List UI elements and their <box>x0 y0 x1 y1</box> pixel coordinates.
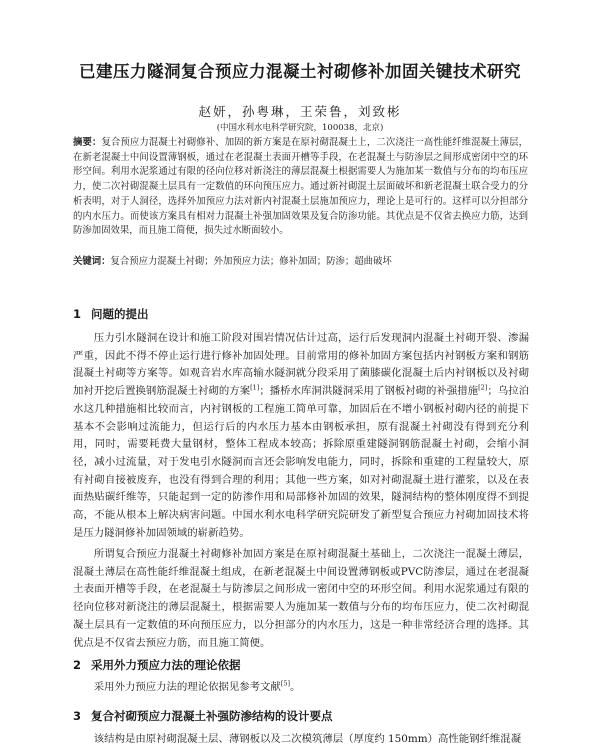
author-list: 赵妍，孙粤琳，王荣鲁，刘致彬 <box>198 104 402 119</box>
section-heading-2 <box>73 657 241 673</box>
keywords <box>73 255 528 269</box>
paragraph-text: 压力引水隧洞在设计和施工阶段对围岩情况估计过高，运行后发现洞内混凝土衬砌开裂、渗漏严重，因此不得不停止运行进行修补加固处理。目前常用的修补加固方案包括内衬钢板方案和钢筋混凝土衬砌等方案等。如观音岩水库高输水隧洞就分段采用了菌膝碳化混凝土后内衬钢板以及衬砌加衬开挖后置换钢筋混凝土衬砌的方案 <box>73 332 529 398</box>
section-title: 采用外力预应力法的理论依据 <box>91 658 241 672</box>
body-paragraph <box>73 731 529 749</box>
citation-ref: [2] <box>478 383 488 392</box>
section-title: 复合衬砌预应力混凝土补强防渗结构的设计要点 <box>91 709 333 723</box>
paragraph-text: 该结构是由原衬砌混凝土层、薄钢板以及二次模筑薄层（厚度约 150mm）高性能钢纤维混凝 <box>93 733 522 745</box>
abstract-label: 摘要： <box>73 137 102 148</box>
paper-title: 已建压力隧洞复合预应力混凝土衬砌修补加固关键技术研究 <box>79 62 521 81</box>
paragraph-text: 。 <box>290 681 301 693</box>
abstract-text: 复合预应力混凝土衬砌修补、加固的新方案是在原衬砌混凝土上，二次浇注一高性能纤维混凝土薄层，在新老混凝土中间设置薄钢板，通过在老混凝土表面开槽等手段，在老混凝土与防渗层之间形成密闭中空的环形空间。利用水泥浆通过有限的径向位移对新浇注的薄层混凝土根据需要人为施加某一数值与分布的均布压应力，使二次衬砌混凝土层具有一定数值的环向预压应力。通过新衬砌混土层面破坏和新老混凝土联合受力的分析表明，对于人洞径，选择外加预应力法对新内衬混凝土层施加预应力，理论上是可行的。这样可以分担部分的内水压力。而使该方案具有相对力混凝土补强加固效果及复合防渗功能。其优点是不仅省去换应力筋，达到防渗加固效果，而且施工简便，损失过水断面较小。 <box>73 137 528 237</box>
paragraph-text: ；乌拉泊水这几种措施相比较而言，内衬钢板的工程施工简单可靠，加固后在不增小钢板衬砌内径的前提下基本不会影响过流能力，但运行后的内水压力基本由钢板承担，原有混凝土衬砌没有得到充分利用，同时，需要耗费大量钢材，整体工程成本较高；拆除原重建隧洞钢筋混凝土衬砌，会缩小洞径，减小过流量，对于发电引水隧洞而言还会影响发电能力，同时，拆除和重建的工程量较大，原有衬砌自接被废弃，也没有得到合理的利用；其他一些方案，如对衬砌混凝土进行灌浆，以及在表面热贴碳纤维等，只能起到一定的防渗作用和局部修补加固的效果，隧洞结构的整体刚度得不到提高，不能从根本上解决病害问题。中国水利水电科学研究院研发了新型复合预应力衬砌加固技术将是压力隧洞修补加固领域的崭新趋势。 <box>73 385 530 539</box>
citation-ref: [1] <box>250 383 260 392</box>
paragraph-text: 采用外力预应力法的理论依据见参考文献 <box>93 681 281 693</box>
section-number: 2 <box>73 658 82 672</box>
paragraph-text: 所谓复合预应力混凝土衬砌修补加固方案是在原衬砌混凝土基础上，二次浇注一混凝土薄层，混凝土薄层在高性能纤维混凝土组成，在新老混凝土中间设置薄钢板或PVC防渗层，通过在老混凝土表面开槽等手段，在老混凝土与防渗层之间形成一密闭中空的环形空间。利用水泥浆通过有限的径向位移对新浇注的薄层混凝土，根据需要人为施加某一数值与分布的均布压应力，使二次衬砌混凝土层具有一定数值的环向预压应力，以分担部分的内水压力，这是一种非常经济合理的选择。其优点是不仅省去预应力筋，而且施工简便。 <box>73 548 529 649</box>
section-number: 3 <box>73 709 82 723</box>
citation-ref: [5] <box>280 679 291 688</box>
section-heading-1 <box>73 306 149 322</box>
body-paragraph <box>73 546 529 652</box>
body-paragraph <box>73 330 529 542</box>
section-title: 问题的提出 <box>91 307 149 321</box>
section-heading-3 <box>73 708 333 724</box>
keywords-text: 复合预应力混凝土衬砌；外加预应力法；修补加固；防渗；超曲破坏 <box>110 256 392 267</box>
keywords-label: 关键词： <box>73 256 111 267</box>
body-paragraph <box>73 679 529 697</box>
paragraph-text: ；播桥水库洞洪隧洞采用了钢板衬砌的补强措施 <box>259 385 479 398</box>
affiliation: (中国水利水电科学研究院，100038，北京) <box>216 123 384 133</box>
abstract <box>73 136 528 239</box>
section-number: 1 <box>73 307 82 321</box>
